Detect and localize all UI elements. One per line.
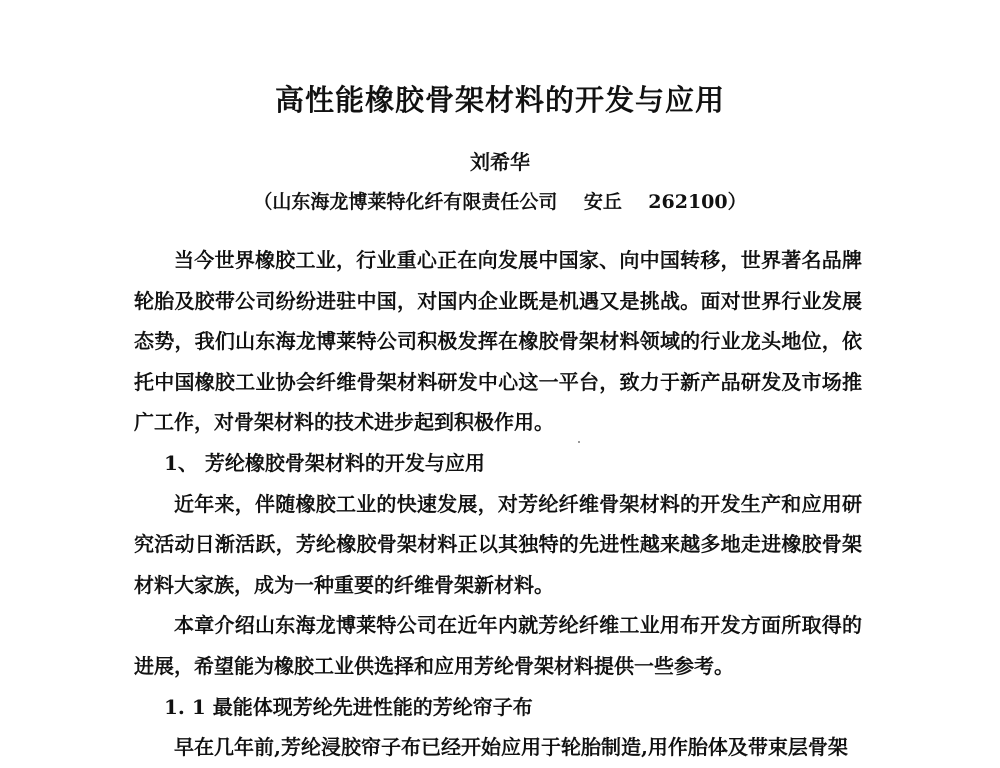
intro-paragraph: 当今世界橡胶工业，行业重心正在向发展中国家、向中国转移，世界著名品牌轮胎及胶带公司纷纷进驻中国，对国内企业既是机遇又是挑战。面对世界行业发展态势，我们山东海龙博莱特公司积极发挥在橡胶骨架材料领域的行业龙头地位，依托中国橡胶工业协会纤维骨架材料研发中心这一平台，致力于新产品研发及市场推广工作，对骨架材料的技术进步起到积极作用。 <box>134 248 862 435</box>
body-paragraph: 近年来，伴随橡胶工业的快速发展，对芳纶纤维骨架材料的开发生产和应用研究活动日渐活跃，芳纶橡胶骨架材料正以其独特的先进性越来越多地走进橡胶骨架材料大家族，成为一种重要的纤维骨架新材料。 <box>134 491 862 597</box>
author-affiliation: （山东海龙博莱特化纤有限责任公司 安丘 262100） <box>253 191 747 213</box>
paper-title: 高性能橡胶骨架材料的开发与应用 <box>274 83 725 117</box>
body-paragraph: 本章介绍山东海龙博莱特公司在近年内就芳纶纤维工业用布开发方面所取得的进展，希望能为橡胶工业供选择和应用芳纶骨架材料提供一些参考。 <box>134 613 862 678</box>
body-paragraph: 早在几年前,芳纶浸胶帘子布已经开始应用于轮胎制造,用作胎体及带束层骨架 <box>174 735 848 760</box>
section-heading: 1、 芳纶橡胶骨架材料的开发与应用 <box>164 450 485 475</box>
scan-speck <box>578 441 580 443</box>
paper-author: 刘希华 <box>470 150 530 174</box>
subsection-heading: 1. 1 最能体现芳纶先进性能的芳纶帘子布 <box>164 694 533 719</box>
paper-body <box>134 240 862 768</box>
